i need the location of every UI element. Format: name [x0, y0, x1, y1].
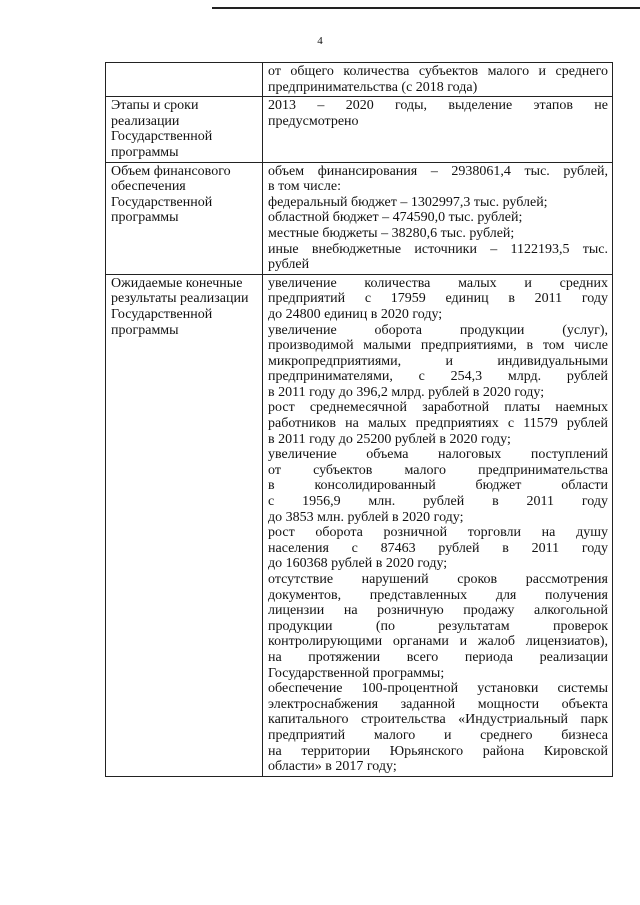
content-paragraph — [268, 164, 608, 195]
row-content-cell — [263, 162, 613, 274]
content-line: местные бюджеты – 38280,6 тыс. рублей; — [268, 225, 515, 241]
content-paragraph — [268, 210, 608, 226]
content-line: с 1956,9 млн. рублей в 2011 году — [268, 494, 608, 510]
content-line: Государственной программы; — [268, 665, 445, 681]
content-paragraph — [268, 276, 608, 323]
content-line: капитального строительства «Индустриальный парк — [268, 712, 608, 728]
table-row — [106, 63, 613, 97]
content-line: на территории Юрьянского района Кировской — [268, 743, 608, 759]
row-label-cell — [106, 97, 263, 162]
content-line: иные внебюджетные источники – 1122193,5 тыс. — [268, 241, 608, 257]
content-line: предусмотрено — [268, 113, 359, 129]
label-line: обеспечения — [111, 179, 186, 195]
label-line: результаты реализации — [111, 291, 249, 307]
content-line: продукции (по результатам проверок — [268, 618, 608, 634]
label-line: Государственной — [111, 129, 213, 145]
label-line: Этапы и сроки — [111, 98, 199, 114]
content-line: области» в 2017 году; — [268, 759, 397, 775]
content-line: 2013 – 2020 годы, выделение этапов не — [268, 98, 608, 114]
label-line: Ожидаемые конечные — [111, 275, 243, 291]
content-paragraph — [268, 242, 608, 273]
row-content-cell — [263, 63, 613, 97]
content-paragraph — [268, 226, 608, 242]
label-line: Объем финансового — [111, 163, 231, 179]
content-line: до 3853 млн. рублей в 2020 году; — [268, 509, 464, 525]
content-line: микропредприятиями, и индивидуальными — [268, 353, 608, 369]
content-line: предприятий малого и среднего бизнеса — [268, 727, 608, 743]
content-line: в том числе: — [268, 179, 341, 195]
label-line: программы — [111, 144, 179, 160]
content-line: лицензии на розничную продажу алкогольной — [268, 603, 608, 619]
content-line: увеличение объема налоговых поступлений — [268, 447, 608, 463]
content-paragraph — [268, 64, 608, 95]
content-paragraph — [268, 98, 608, 129]
content-line: от общего количества субъектов малого и среднего — [268, 64, 608, 79]
content-line: увеличение количества малых и средних — [268, 275, 608, 291]
content-line: предпринимателями, с 254,3 млрд. рублей — [268, 369, 608, 385]
label-line: программы — [111, 210, 179, 226]
content-line: рублей — [268, 257, 310, 273]
content-line: населения с 87463 рублей в 2011 году — [268, 540, 608, 556]
content-line: федеральный бюджет – 1302997,3 тыс. рублей; — [268, 194, 548, 210]
content-line: в 2011 году до 396,2 млрд. рублей в 2020 году; — [268, 384, 545, 400]
content-line: от субъектов малого предпринимательства — [268, 462, 608, 478]
content-paragraph — [268, 681, 608, 775]
content-line: документов, представленных для получения — [268, 587, 608, 603]
row-label-cell — [106, 274, 263, 776]
content-paragraph — [268, 525, 608, 572]
content-line: до 160368 рублей в 2020 году; — [268, 556, 448, 572]
label-line: Государственной — [111, 306, 213, 322]
content-paragraph — [268, 572, 608, 681]
table-body — [106, 63, 613, 777]
row-label-cell — [106, 63, 263, 97]
content-line: в 2011 году до 25200 рублей в 2020 году; — [268, 431, 511, 447]
content-line: областной бюджет – 474590,0 тыс. рублей; — [268, 210, 523, 226]
page-number: 4 — [317, 35, 323, 47]
top-rule — [212, 7, 640, 9]
content-paragraph — [268, 195, 608, 211]
content-line: отсутствие нарушений сроков рассмотрения — [268, 572, 608, 587]
content-line: предпринимательства (с 2018 года) — [268, 79, 478, 95]
label-line: реализации — [111, 113, 180, 129]
content-line: объем финансирования – 2938061,4 тыс. рублей, — [268, 163, 608, 179]
content-line: рост среднемесячной заработной платы наемных — [268, 400, 608, 416]
content-line: рост оборота розничной торговли на душу — [268, 525, 608, 541]
row-content-cell — [263, 97, 613, 162]
content-line: в консолидированный бюджет области — [268, 478, 608, 494]
content-paragraph — [268, 400, 608, 447]
content-line: производимой малыми предприятиями, в том числе — [268, 338, 608, 354]
content-line: на протяжении всего периода реализации — [268, 649, 608, 665]
content-line: увеличение оборота продукции (услуг), — [268, 322, 608, 338]
label-line: Государственной — [111, 194, 213, 210]
row-label-cell — [106, 162, 263, 274]
row-content-cell — [263, 274, 613, 776]
content-line: предприятий с 17959 единиц в 2011 году — [268, 291, 608, 307]
content-line: обеспечение 100-процентной установки системы — [268, 681, 608, 697]
table-row — [106, 97, 613, 162]
content-line: контролирующими органами и жалоб лицензиатов), — [268, 634, 608, 650]
label-line: программы — [111, 322, 179, 338]
table-row — [106, 274, 613, 776]
content-paragraph — [268, 323, 608, 401]
content-paragraph — [268, 447, 608, 525]
table-row — [106, 162, 613, 274]
content-line: до 24800 единиц в 2020 году; — [268, 306, 443, 322]
content-line: электроснабжения заданной мощности объекта — [268, 696, 608, 712]
program-passport-table — [105, 62, 613, 777]
content-line: работников на малых предприятиях с 11579 рублей — [268, 416, 608, 432]
